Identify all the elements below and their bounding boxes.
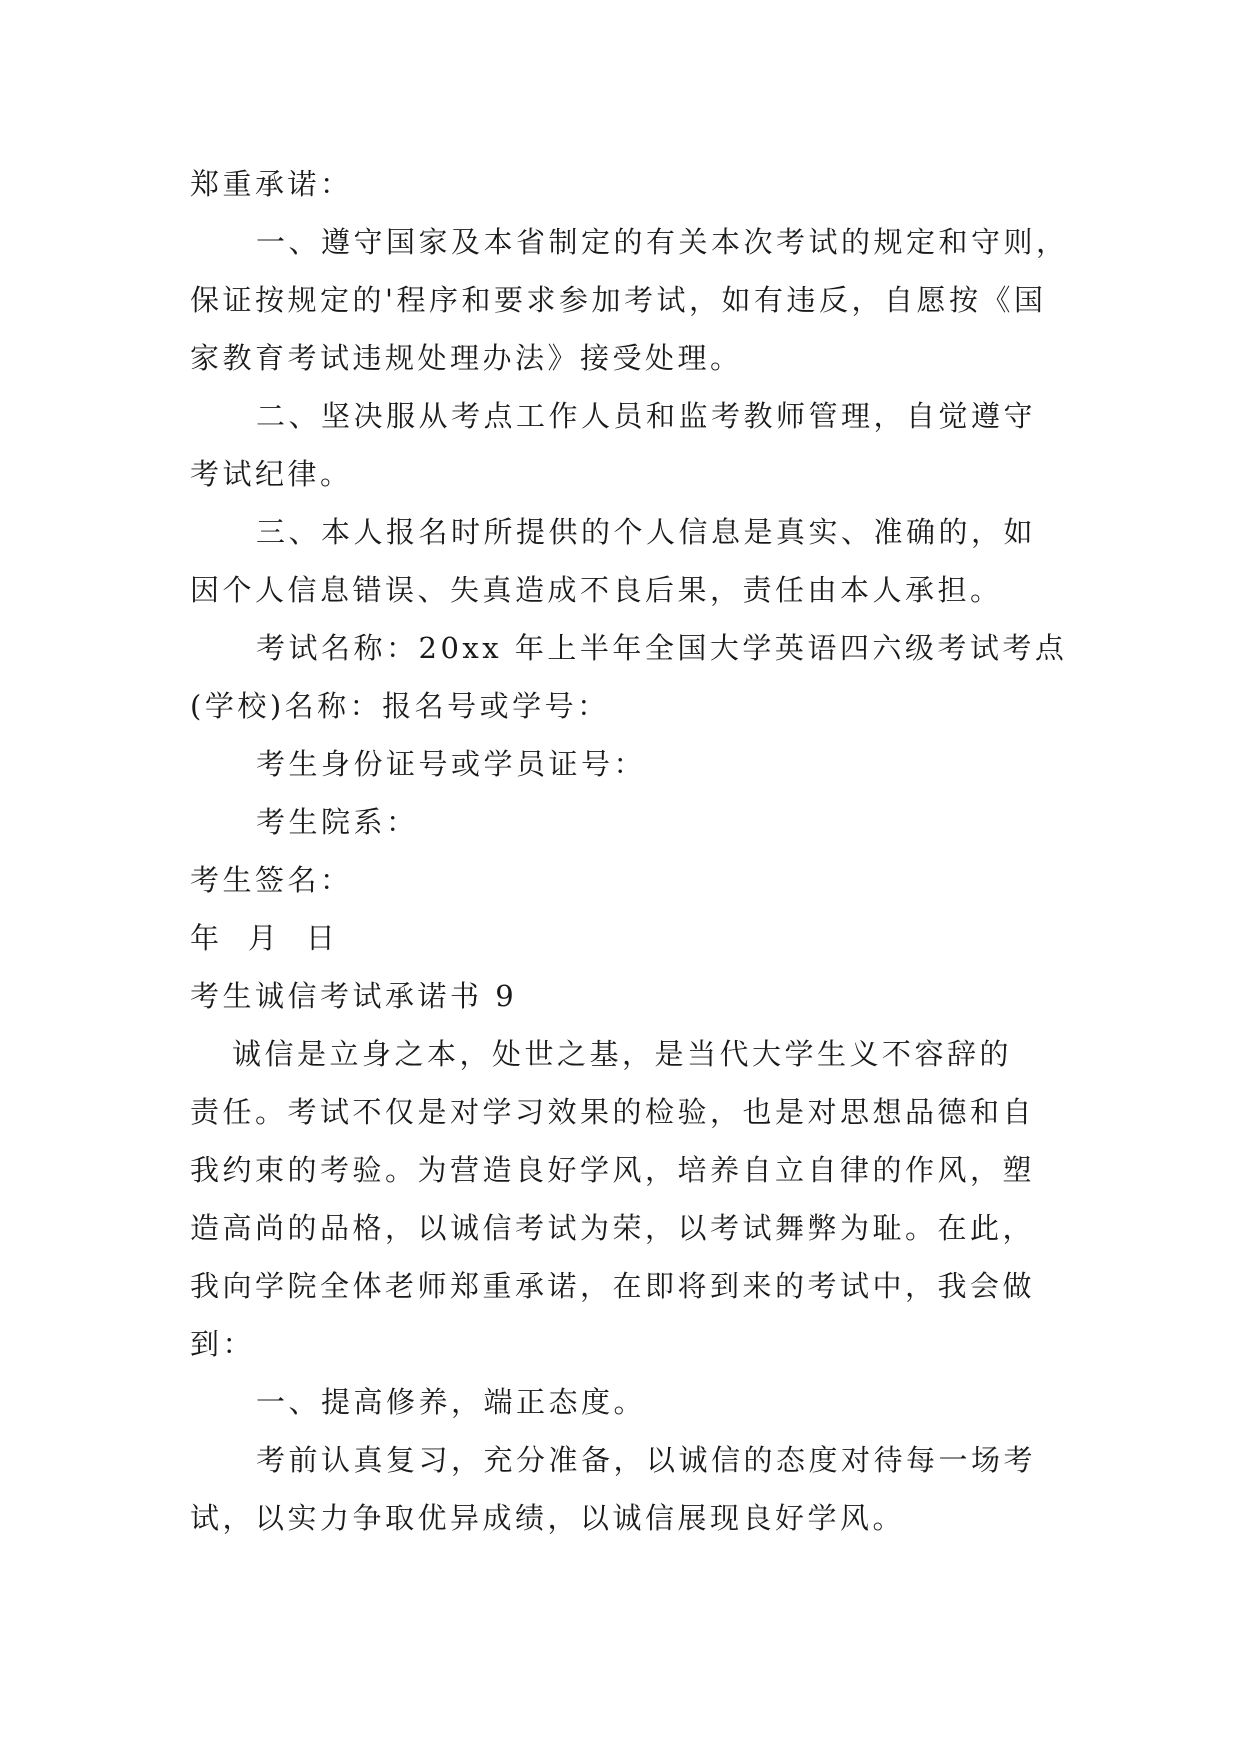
text-line: (学校)名称：报名号或学号：: [190, 689, 610, 723]
text-line: 我向学院全体老师郑重承诺，在即将到来的考试中，我会做: [190, 1269, 1036, 1303]
text-line: 造高尚的品格，以诚信考试为荣，以考试舞弊为耻。在此，: [190, 1211, 1036, 1245]
text-line: 郑重承诺：: [190, 167, 353, 201]
section-title: 考生诚信考试承诺书 9: [190, 979, 518, 1013]
text-line: 考试纪律。: [190, 457, 353, 491]
text-line: 诚信是立身之本，处世之基，是当代大学生义不容辞的: [232, 1037, 1013, 1071]
text-line: 三、本人报名时所提供的个人信息是真实、准确的，如: [256, 515, 1037, 549]
text-line: 考前认真复习，充分准备，以诚信的态度对待每一场考: [256, 1443, 1037, 1477]
text-line: 因个人信息错误、失真造成不良后果，责任由本人承担。: [190, 573, 1003, 607]
text-line: 一、提高修养，端正态度。: [256, 1385, 647, 1419]
text-line: 保证按规定的'程序和要求参加考试，如有违反，自愿按《国: [190, 283, 1047, 317]
text-line: 我约束的考验。为营造良好学风，培养自立自律的作风，塑: [190, 1153, 1036, 1187]
text-line: 责任。考试不仅是对学习效果的检验，也是对思想品德和自: [190, 1095, 1036, 1129]
text-line: 到：: [190, 1327, 256, 1361]
text-line: 考生院系：: [256, 805, 419, 839]
text-line: 二、坚决服从考点工作人员和监考教师管理，自觉遵守: [256, 399, 1037, 433]
text-line: 试，以实力争取优异成绩，以诚信展现良好学风。: [190, 1501, 906, 1535]
text-line: 考生签名：: [190, 863, 353, 897]
date-line: 年 月 日: [190, 921, 339, 955]
text-line: 一、遵守国家及本省制定的有关本次考试的规定和守则，: [256, 225, 1069, 259]
text-line: 考试名称：20xx 年上半年全国大学英语四六级考试考点: [256, 631, 1068, 665]
text-line: 考生身份证号或学员证号：: [256, 747, 647, 781]
text-line: 家教育考试违规处理办法》接受处理。: [190, 341, 743, 375]
